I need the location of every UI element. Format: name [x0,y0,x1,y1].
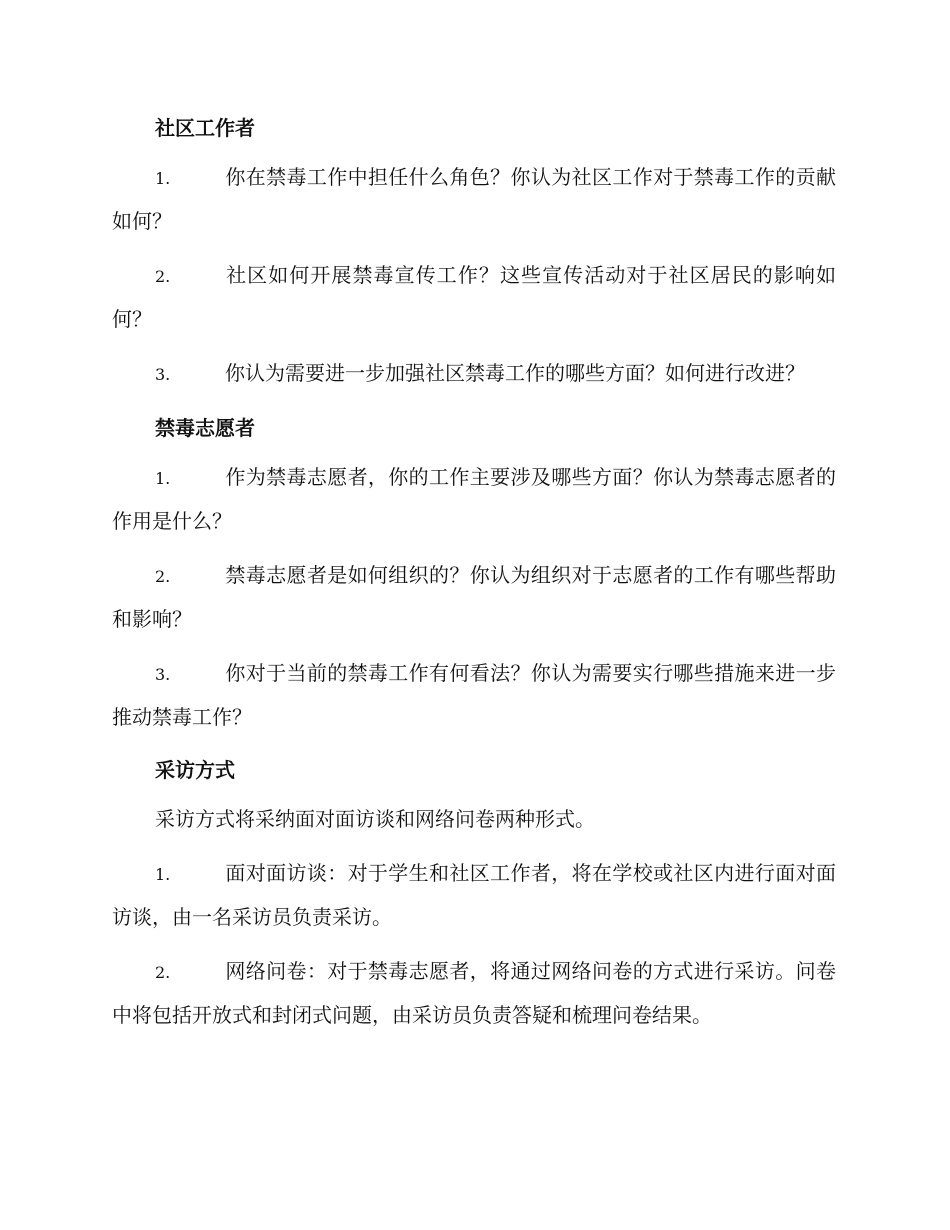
list-item [112,950,836,1036]
list-item [112,456,836,542]
list-item-text: 你对于当前的禁毒工作有何看法？你认为需要实行哪些措施来进一步推动禁毒工作？ [112,661,836,729]
list-item-number: 1. [155,169,171,188]
list-item-number: 2. [155,267,171,286]
list-item-text: 网络问卷：对于禁毒志愿者，将通过网络问卷的方式进行采访。问卷中将包括开放式和封闭式问题，由采访员负责答疑和梳理问卷结果。 [112,959,836,1027]
list-item [112,554,836,640]
list-item [112,852,836,938]
list-item-text: 面对面访谈：对于学生和社区工作者，将在学校或社区内进行面对面访谈，由一名采访员负责采访。 [112,861,836,929]
document-page [112,108,836,1048]
list-item-text: 社区如何开展禁毒宣传工作？这些宣传活动对于社区居民的影响如何？ [112,263,836,331]
list-item-number: 1. [155,865,171,884]
list-item [112,156,836,242]
list-item [112,652,836,738]
list-item-text: 你认为需要进一步加强社区禁毒工作的哪些方面？如何进行改进？ [225,361,805,385]
list-item-number: 3. [155,665,171,684]
section-intro-paragraph: 采访方式将采纳面对面访谈和网络问卷两种形式。 [155,807,595,831]
list-item-text: 禁毒志愿者是如何组织的？你认为组织对于志愿者的工作有哪些帮助和影响？ [112,563,836,631]
section-heading-volunteers: 禁毒志愿者 [155,416,255,440]
list-item-number: 3. [155,365,171,384]
section-heading-interview-methods: 采访方式 [155,758,235,782]
list-item [112,254,836,340]
list-item-number: 2. [155,963,171,982]
list-item-text: 你在禁毒工作中担任什么角色？你认为社区工作对于禁毒工作的贡献如何？ [112,165,836,233]
list-item-text: 作为禁毒志愿者，你的工作主要涉及哪些方面？你认为禁毒志愿者的作用是什么？ [112,465,836,533]
list-item [112,352,836,396]
list-item-number: 2. [155,567,171,586]
section-heading-community-workers: 社区工作者 [155,116,255,140]
list-item-number: 1. [155,469,171,488]
